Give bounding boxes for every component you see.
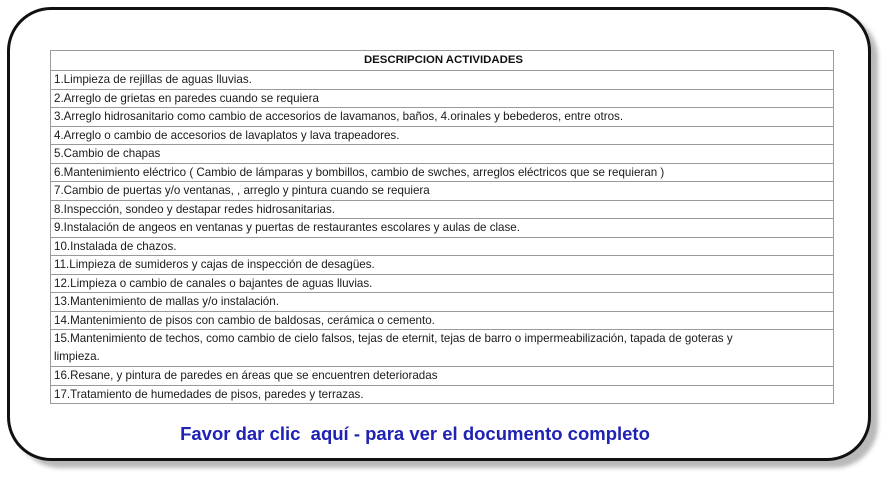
activity-cell: 12.Limpieza o cambio de canales o bajantes de aguas lluvias. xyxy=(51,274,834,293)
table-row xyxy=(51,293,834,312)
view-full-document-link-text[interactable]: Favor dar clic aquí - para ver el documento completo xyxy=(180,423,650,444)
activities-table xyxy=(50,50,834,404)
activity-cell: 14.Mantenimiento de pisos con cambio de baldosas, cerámica o cemento. xyxy=(51,311,834,330)
table-row xyxy=(51,89,834,108)
activity-cell: 13.Mantenimiento de mallas y/o instalación. xyxy=(51,293,834,312)
table-row xyxy=(51,126,834,145)
activity-cell: 2.Arreglo de grietas en paredes cuando se requiera xyxy=(51,89,834,108)
table-row xyxy=(51,200,834,219)
table-row xyxy=(51,219,834,238)
table-row xyxy=(51,145,834,164)
activity-cell: 3.Arreglo hidrosanitario como cambio de accesorios de lavamanos, baños, 4.orinales y bebederos, entre otros. xyxy=(51,108,834,127)
table-header: DESCRIPCION ACTIVIDADES xyxy=(51,51,834,71)
activity-cell: 6.Mantenimiento eléctrico ( Cambio de lámparas y bombillos, cambio de swches, arreglos eléctricos que se requieran ) xyxy=(51,163,834,182)
table-row xyxy=(51,256,834,275)
table-row xyxy=(51,330,834,367)
activity-cell: 9.Instalación de angeos en ventanas y puertas de restaurantes escolares y aulas de clase. xyxy=(51,219,834,238)
table-header-row xyxy=(51,51,834,71)
table-row xyxy=(51,311,834,330)
activity-cell: 16.Resane, y pintura de paredes en áreas que se encuentren deterioradas xyxy=(51,367,834,386)
activity-cell: 15.Mantenimiento de techos, como cambio de cielo falsos, tejas de eternit, tejas de barro o impermeabilización, tapada de goteras y limpieza. xyxy=(51,330,834,367)
table-row xyxy=(51,274,834,293)
activity-cell: 17.Tratamiento de humedades de pisos, paredes y terrazas. xyxy=(51,385,834,404)
activity-cell: 5.Cambio de chapas xyxy=(51,145,834,164)
activity-cell: 8.Inspección, sondeo y destapar redes hidrosanitarias. xyxy=(51,200,834,219)
view-full-document-link[interactable] xyxy=(0,423,830,445)
activity-cell: 4.Arreglo o cambio de accesorios de lavaplatos y lava trapeadores. xyxy=(51,126,834,145)
table-row xyxy=(51,182,834,201)
activity-cell: 10.Instalada de chazos. xyxy=(51,237,834,256)
table-row xyxy=(51,385,834,404)
activity-cell: 7.Cambio de puertas y/o ventanas, , arreglo y pintura cuando se requiera xyxy=(51,182,834,201)
activity-cell: 1.Limpieza de rejillas de aguas lluvias. xyxy=(51,71,834,90)
activity-cell: 11.Limpieza de sumideros y cajas de inspección de desagües. xyxy=(51,256,834,275)
table-row xyxy=(51,237,834,256)
table-row xyxy=(51,71,834,90)
table-row xyxy=(51,108,834,127)
table-row xyxy=(51,163,834,182)
table-row xyxy=(51,367,834,386)
